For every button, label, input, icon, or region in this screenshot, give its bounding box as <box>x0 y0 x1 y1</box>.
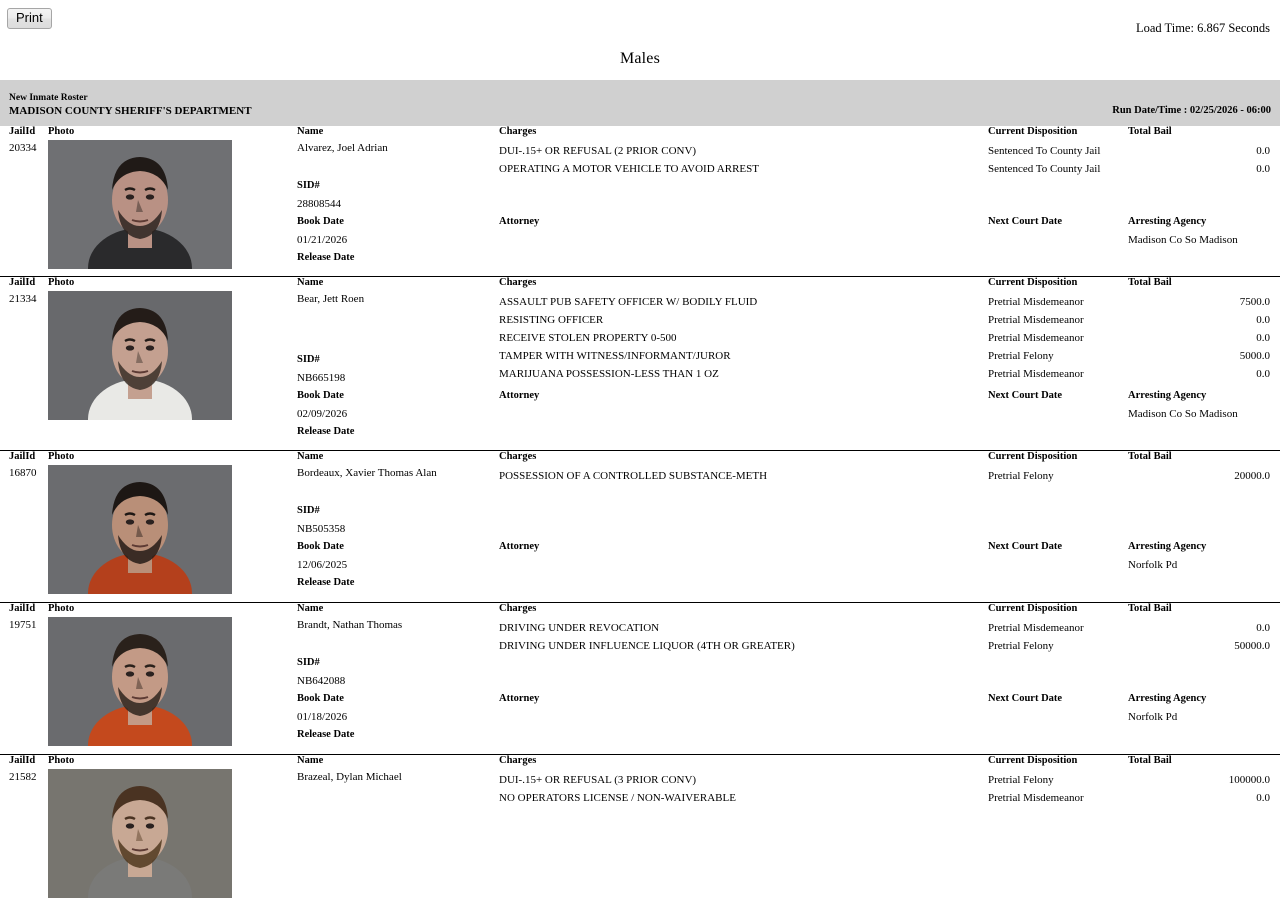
column-header-disposition: Current Disposition <box>988 755 1078 766</box>
sid-label: SID# <box>297 354 320 365</box>
charge-total-bail: 0.0 <box>1256 314 1270 326</box>
column-header-charges: Charges <box>499 451 537 462</box>
charge-total-bail: 0.0 <box>1256 368 1270 380</box>
column-header-total-bail: Total Bail <box>1128 755 1172 766</box>
inmate-record <box>0 451 1280 603</box>
charge-description: DRIVING UNDER REVOCATION <box>499 622 660 634</box>
report-subtitle: New Inmate Roster <box>9 93 88 103</box>
charge-disposition: Sentenced To County Jail <box>988 163 1101 175</box>
charge-disposition: Pretrial Felony <box>988 774 1054 786</box>
sid-label: SID# <box>297 180 320 191</box>
inmate-name-value: Bear, Jett Roen <box>297 293 365 305</box>
charge-total-bail: 0.0 <box>1256 163 1270 175</box>
column-header-charges: Charges <box>499 603 537 614</box>
charge-total-bail: 0.0 <box>1256 622 1270 634</box>
column-header-jailid: JailId <box>9 755 36 766</box>
column-header-total-bail: Total Bail <box>1128 451 1172 462</box>
charge-total-bail: 0.0 <box>1256 145 1270 157</box>
next-court-date-label: Next Court Date <box>988 390 1063 401</box>
column-header-photo: Photo <box>48 277 75 288</box>
column-header-name: Name <box>297 277 324 288</box>
inmate-record <box>0 277 1280 451</box>
charge-disposition: Pretrial Felony <box>988 350 1054 362</box>
page-title: Males <box>619 50 661 67</box>
release-date-label: Release Date <box>297 577 355 588</box>
column-header-name: Name <box>297 603 324 614</box>
release-date-label: Release Date <box>297 252 355 263</box>
report-header-banner <box>0 80 1280 126</box>
charge-total-bail: 0.0 <box>1256 792 1270 804</box>
charge-disposition: Sentenced To County Jail <box>988 145 1101 157</box>
jail-id-value: 19751 <box>9 619 37 631</box>
sid-value: NB505358 <box>297 523 346 535</box>
charge-description: OPERATING A MOTOR VEHICLE TO AVOID ARREST <box>499 163 759 175</box>
arresting-agency-label: Arresting Agency <box>1128 693 1207 704</box>
inmate-photo <box>48 617 232 746</box>
charge-disposition: Pretrial Felony <box>988 470 1054 482</box>
column-header-disposition: Current Disposition <box>988 603 1078 614</box>
jail-id-value: 21334 <box>9 293 37 305</box>
inmate-record <box>0 126 1280 277</box>
column-header-photo: Photo <box>48 755 75 766</box>
book-date-value: 02/09/2026 <box>297 408 348 420</box>
charge-total-bail: 100000.0 <box>1228 774 1270 786</box>
report-header-titles <box>9 92 252 118</box>
charge-description: DUI-.15+ OR REFUSAL (3 PRIOR CONV) <box>499 774 697 786</box>
charge-description: DRIVING UNDER INFLUENCE LIQUOR (4TH OR GREATER) <box>499 640 795 652</box>
charge-disposition: Pretrial Misdemeanor <box>988 296 1084 308</box>
book-date-value: 01/18/2026 <box>297 711 348 723</box>
column-header-total-bail: Total Bail <box>1128 277 1172 288</box>
charge-disposition: Pretrial Misdemeanor <box>988 368 1084 380</box>
column-header-jailid: JailId <box>9 277 36 288</box>
arresting-agency-value: Norfolk Pd <box>1128 711 1178 723</box>
sid-label: SID# <box>297 657 320 668</box>
charge-total-bail: 20000.0 <box>1234 470 1270 482</box>
jail-id-value: 16870 <box>9 467 37 479</box>
charge-description: RECEIVE STOLEN PROPERTY 0-500 <box>499 332 677 344</box>
charge-total-bail: 5000.0 <box>1239 350 1270 362</box>
column-header-total-bail: Total Bail <box>1128 126 1172 137</box>
book-date-label: Book Date <box>297 541 344 552</box>
run-datetime: Run Date/Time : 02/25/2026 - 06:00 <box>1112 105 1271 116</box>
column-header-photo: Photo <box>48 451 75 462</box>
column-header-jailid: JailId <box>9 126 36 137</box>
arresting-agency-label: Arresting Agency <box>1128 390 1207 401</box>
inmate-name-value: Brandt, Nathan Thomas <box>297 619 403 631</box>
charge-description: MARIJUANA POSSESSION-LESS THAN 1 OZ <box>499 368 719 380</box>
column-header-disposition: Current Disposition <box>988 277 1078 288</box>
inmate-name-value: Alvarez, Joel Adrian <box>297 142 388 154</box>
column-header-charges: Charges <box>499 126 537 137</box>
attorney-label: Attorney <box>499 216 540 227</box>
book-date-value: 01/21/2026 <box>297 234 348 246</box>
column-header-name: Name <box>297 755 324 766</box>
arresting-agency-value: Norfolk Pd <box>1128 559 1178 571</box>
release-date-label: Release Date <box>297 426 355 437</box>
charge-total-bail: 0.0 <box>1256 332 1270 344</box>
arresting-agency-label: Arresting Agency <box>1128 216 1207 227</box>
jail-id-value: 20334 <box>9 142 37 154</box>
charge-description: POSSESSION OF A CONTROLLED SUBSTANCE-METH <box>499 470 768 482</box>
column-header-photo: Photo <box>48 603 75 614</box>
jail-id-value: 21582 <box>9 771 37 783</box>
sid-value: NB665198 <box>297 372 346 384</box>
inmate-name-value: Brazeal, Dylan Michael <box>297 771 402 783</box>
inmate-name-value: Bordeaux, Xavier Thomas Alan <box>297 467 437 479</box>
sid-label: SID# <box>297 505 320 516</box>
inmate-record <box>0 603 1280 755</box>
inmate-photo <box>48 140 232 269</box>
column-header-name: Name <box>297 451 324 462</box>
column-header-photo: Photo <box>48 126 75 137</box>
book-date-label: Book Date <box>297 216 344 227</box>
charge-description: TAMPER WITH WITNESS/INFORMANT/JUROR <box>499 350 731 362</box>
sid-value: NB642088 <box>297 675 346 687</box>
load-time-label: Load Time: 6.867 Seconds <box>1135 21 1270 35</box>
column-header-disposition: Current Disposition <box>988 126 1078 137</box>
inmate-photo <box>48 465 232 594</box>
charge-description: ASSAULT PUB SAFETY OFFICER W/ BODILY FLUID <box>499 296 758 308</box>
next-court-date-label: Next Court Date <box>988 693 1063 704</box>
charge-disposition: Pretrial Felony <box>988 640 1054 652</box>
report-agency-name: MADISON COUNTY SHERIFF'S DEPARTMENT <box>9 105 252 117</box>
inmate-record <box>0 755 1280 804</box>
book-date-label: Book Date <box>297 693 344 704</box>
charge-disposition: Pretrial Misdemeanor <box>988 332 1084 344</box>
attorney-label: Attorney <box>499 693 540 704</box>
charge-description: RESISTING OFFICER <box>499 314 604 326</box>
next-court-date-label: Next Court Date <box>988 216 1063 227</box>
column-header-jailid: JailId <box>9 603 36 614</box>
attorney-label: Attorney <box>499 541 540 552</box>
column-header-total-bail: Total Bail <box>1128 603 1172 614</box>
toolbar <box>0 0 1280 40</box>
charge-total-bail: 7500.0 <box>1239 296 1270 308</box>
inmate-photo <box>48 291 232 420</box>
book-date-value: 12/06/2025 <box>297 559 348 571</box>
arresting-agency-value: Madison Co So Madison <box>1128 234 1238 246</box>
column-header-disposition: Current Disposition <box>988 451 1078 462</box>
inmate-roster <box>0 126 1280 804</box>
release-date-label: Release Date <box>297 729 355 740</box>
column-header-name: Name <box>297 126 324 137</box>
charge-disposition: Pretrial Misdemeanor <box>988 622 1084 634</box>
charge-disposition: Pretrial Misdemeanor <box>988 314 1084 326</box>
next-court-date-label: Next Court Date <box>988 541 1063 552</box>
charge-description: NO OPERATORS LICENSE / NON-WAIVERABLE <box>499 792 736 804</box>
charge-total-bail: 50000.0 <box>1234 640 1270 652</box>
inmate-photo <box>48 769 232 898</box>
column-header-jailid: JailId <box>9 451 36 462</box>
detail-offset <box>0 755 1280 756</box>
column-header-charges: Charges <box>499 277 537 288</box>
charge-description: DUI-.15+ OR REFUSAL (2 PRIOR CONV) <box>499 145 697 157</box>
arresting-agency-value: Madison Co So Madison <box>1128 408 1238 420</box>
charge-disposition: Pretrial Misdemeanor <box>988 792 1084 804</box>
sid-value: 28808544 <box>297 198 341 210</box>
arresting-agency-label: Arresting Agency <box>1128 541 1207 552</box>
attorney-label: Attorney <box>499 390 540 401</box>
column-header-charges: Charges <box>499 755 537 766</box>
book-date-label: Book Date <box>297 390 344 401</box>
print-button[interactable]: Print <box>7 8 52 29</box>
